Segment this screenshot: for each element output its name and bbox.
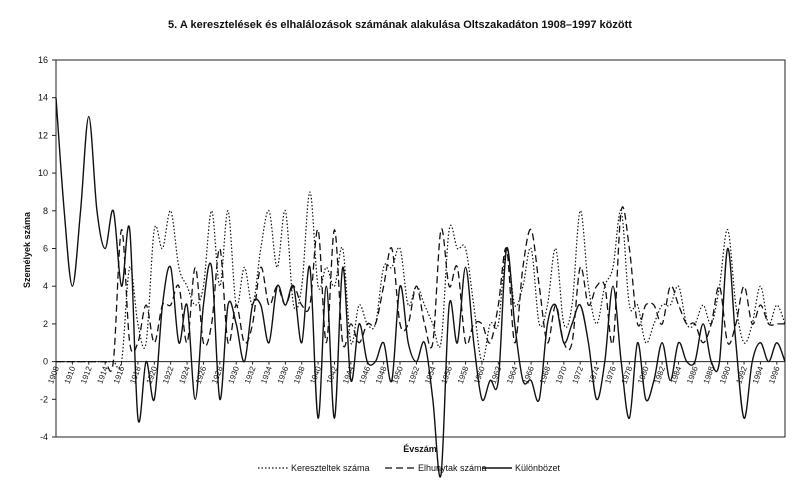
x-tick-label: 1960 [472, 365, 487, 386]
x-tick-label: 1946 [357, 365, 373, 386]
x-tick-label: 1932 [242, 365, 258, 386]
x-tick-label: 1908 [46, 365, 61, 386]
x-axis-label: Évszám [403, 444, 437, 454]
x-tick-label: 1910 [62, 365, 78, 386]
x-tick-label: 1936 [275, 365, 291, 386]
x-tick-label: 1972 [570, 365, 586, 386]
x-tick-label: 1982 [652, 365, 668, 386]
x-tick-label: 1950 [390, 365, 405, 386]
x-tick-label: 1996 [767, 365, 782, 386]
x-tick-label: 1980 [636, 365, 651, 386]
legend-label-2: Elhunytak száma [418, 463, 487, 473]
x-tick-label: 1958 [455, 365, 471, 386]
x-tick-label: 1962 [488, 365, 504, 386]
x-tick-label: 1940 [308, 365, 323, 386]
x-tick-label: 1918 [128, 365, 143, 386]
x-tick-label: 1990 [717, 365, 733, 386]
y-tick-label: 10 [37, 168, 48, 179]
y-tick-label: 0 [42, 356, 48, 367]
y-tick-label: 12 [37, 130, 48, 141]
x-tick-label: 1944 [341, 365, 356, 386]
x-tick-label: 1964 [505, 365, 520, 386]
x-tick-label: 1986 [685, 365, 700, 386]
x-tick-label: 1966 [521, 365, 536, 386]
x-tick-label: 1942 [324, 365, 340, 386]
series-group [56, 98, 785, 477]
y-tick-label: 14 [37, 92, 48, 103]
x-tick-label: 1948 [373, 365, 389, 386]
x-tick-label: 1938 [292, 365, 307, 386]
y-tick-label: 6 [42, 243, 48, 254]
y-tick-label: 8 [42, 205, 48, 216]
x-tick-label: 1968 [537, 365, 553, 386]
x-tick-label: 1934 [259, 365, 274, 386]
x-tick-label: 1912 [79, 365, 94, 386]
series-line-3 [56, 98, 785, 477]
x-tick-label: 1924 [177, 365, 192, 386]
x-tick-label: 1954 [423, 365, 438, 386]
x-tick-label: 1916 [111, 365, 127, 386]
chart-title: 5. A keresztelések és elhalálozások számának alakulása Oltszakadáton 1908–1997 között [168, 19, 632, 31]
x-tick-label: 1930 [226, 365, 242, 386]
legend-label-3: Különbözet [515, 463, 561, 473]
y-tick-label: 4 [42, 281, 48, 292]
x-tick-label: 1984 [668, 365, 684, 386]
x-tick-label: 1952 [406, 365, 422, 386]
y-tick-label: -2 [39, 394, 48, 405]
legend-label-1: Kereszteltek száma [291, 463, 370, 473]
x-tick-label: 1994 [750, 365, 766, 386]
x-tick-label: 1922 [161, 365, 176, 386]
y-tick-label: 16 [37, 55, 48, 65]
x-tick-label: 1976 [603, 365, 618, 386]
y-axis-label: Személyek száma [22, 211, 32, 289]
x-tick-label: 1970 [554, 365, 569, 386]
x-tick-label: 1988 [701, 365, 717, 386]
legend [258, 463, 561, 473]
x-tick-label: 1992 [734, 365, 749, 386]
x-tick-label: 1920 [144, 365, 160, 386]
x-tick-label: 1956 [439, 365, 455, 386]
x-tick-label: 1928 [210, 365, 225, 386]
x-tick-label: 1914 [95, 365, 111, 386]
x-tick-label: 1974 [586, 365, 602, 386]
y-tick-label: -4 [39, 432, 48, 442]
x-tick-label: 1978 [619, 365, 635, 386]
x-tick-label: 1926 [193, 365, 209, 386]
y-tick-label: 2 [42, 318, 48, 329]
